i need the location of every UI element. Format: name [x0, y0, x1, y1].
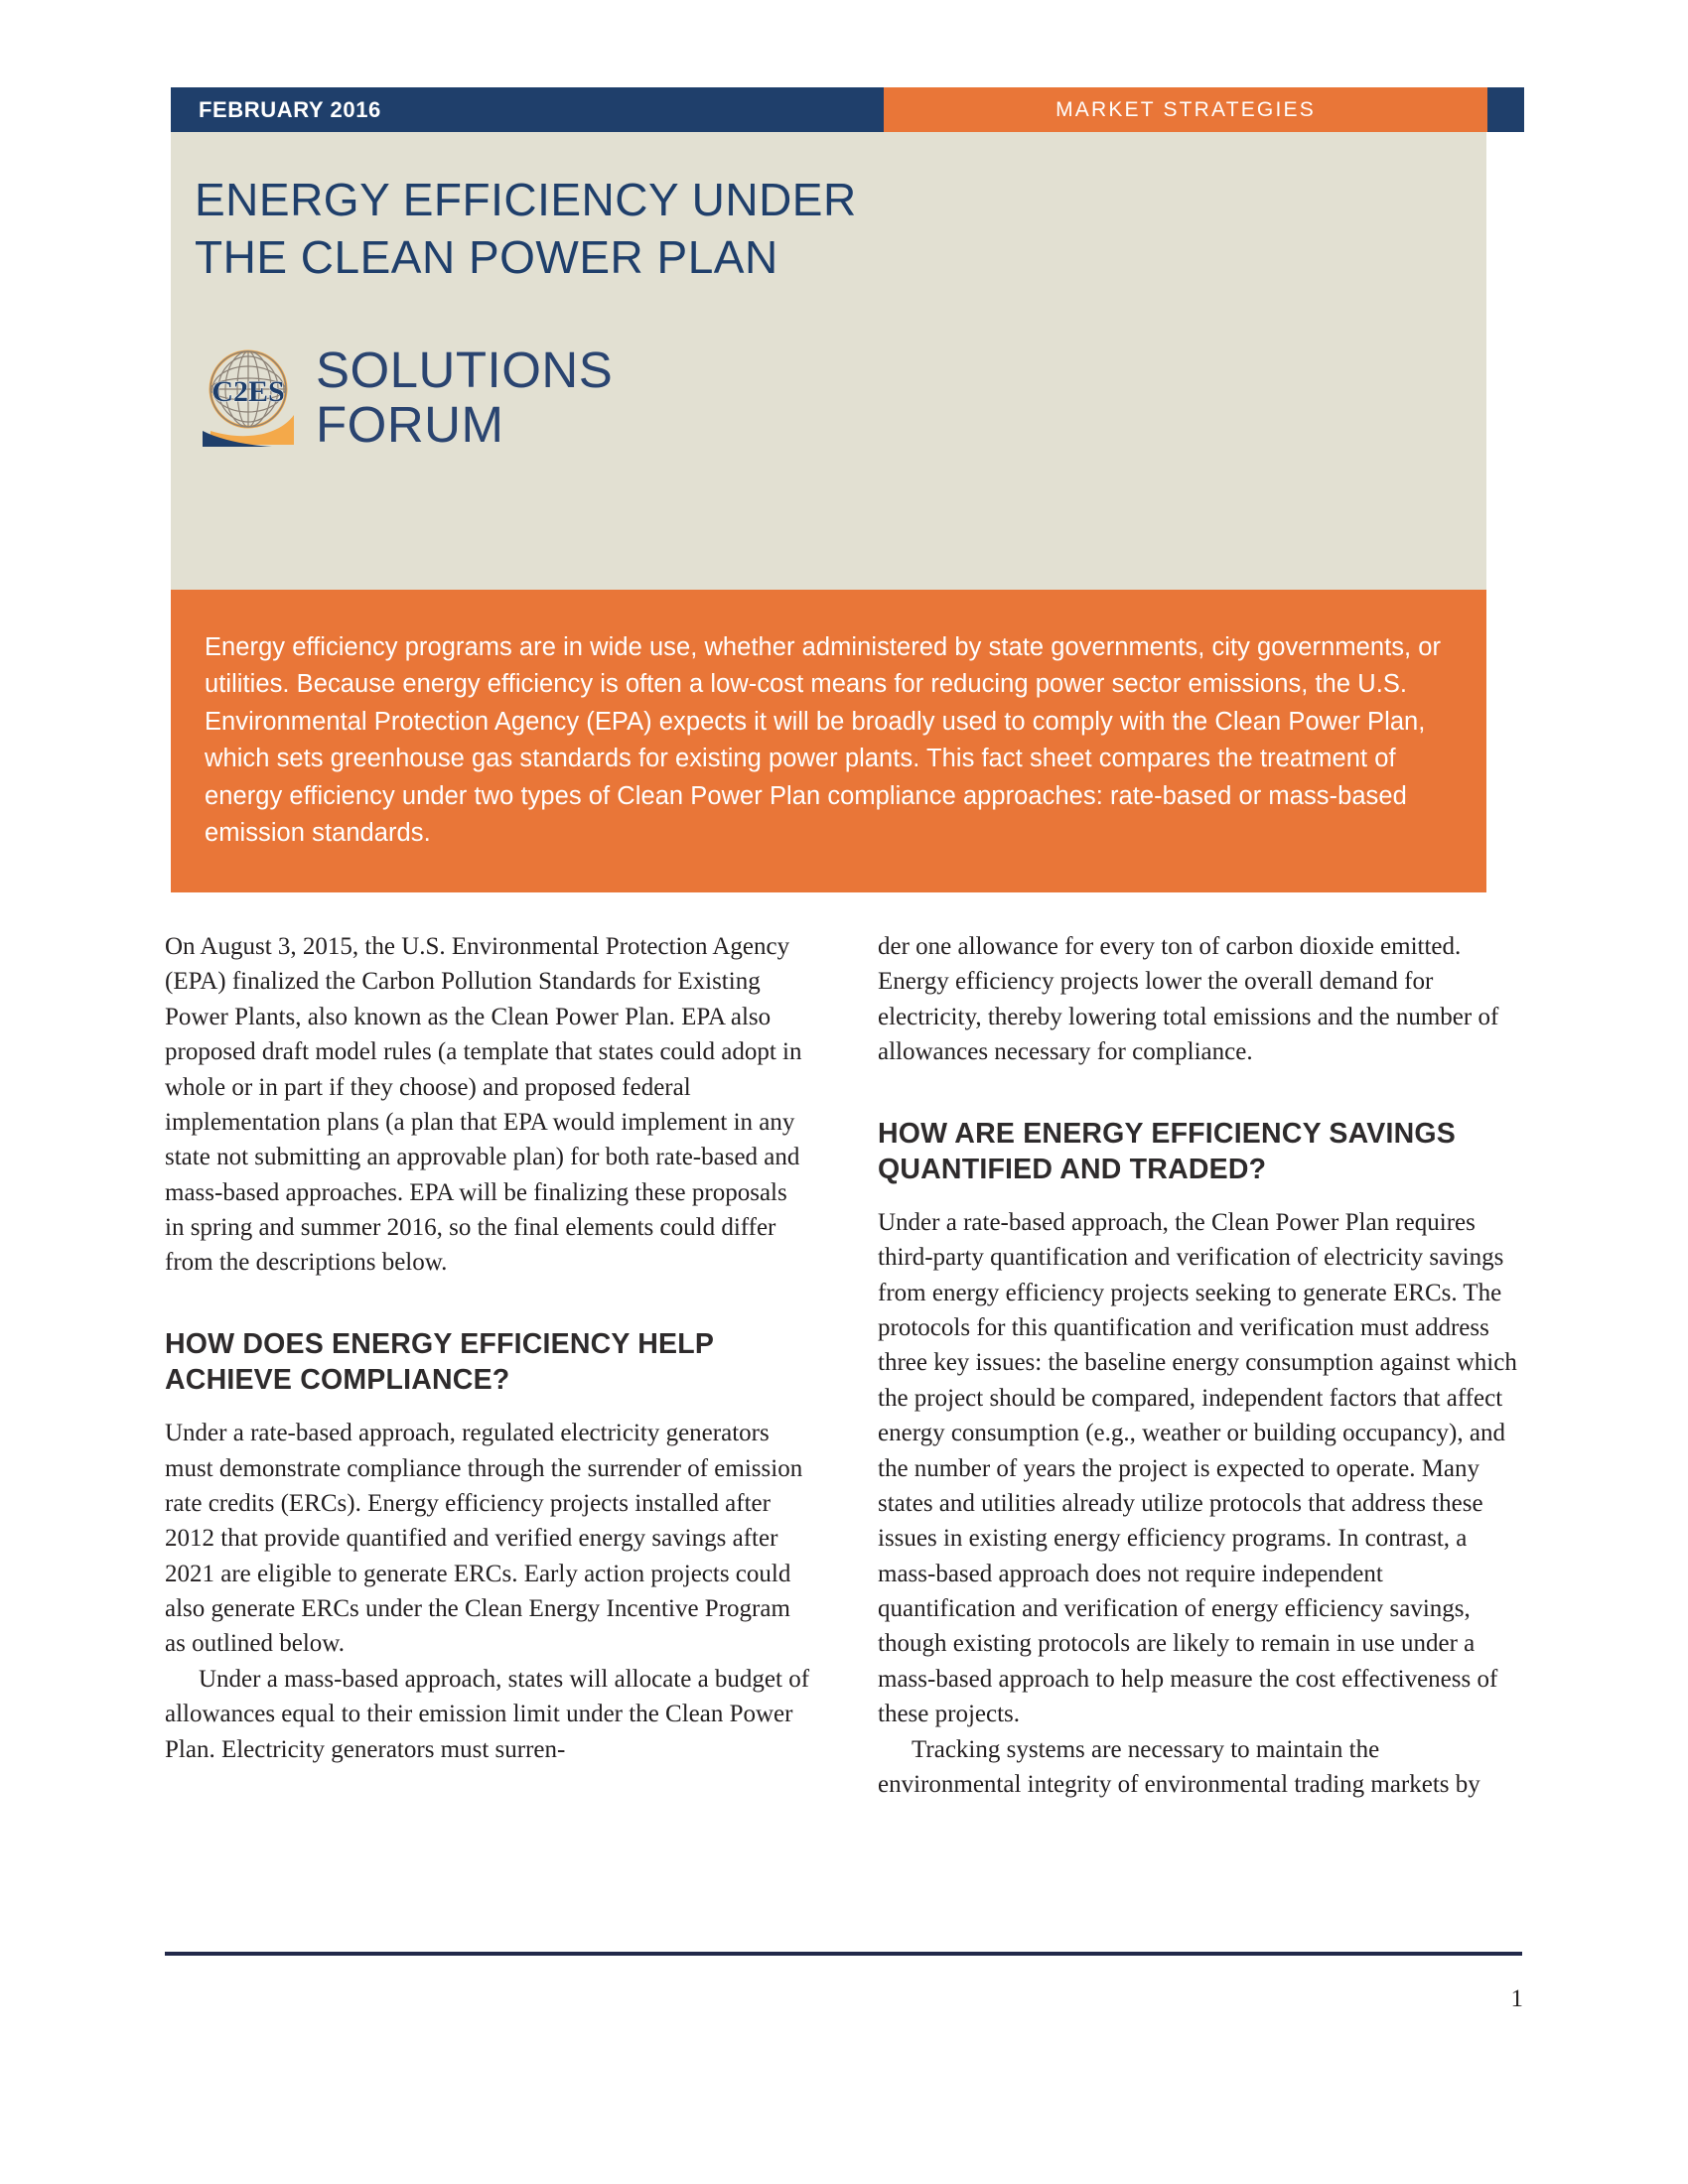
- header-date-label: FEBRUARY 2016: [199, 96, 381, 122]
- section-heading-quantified-traded: HOW ARE ENERGY EFFICIENCY SAVINGS QUANTIFIED AND TRADED?: [878, 1117, 1456, 1185]
- footer-divider: [165, 1952, 1522, 1956]
- header-category-label: MARKET STRATEGIES: [1055, 97, 1316, 121]
- right-paragraph-1: Under a rate-based approach, the Clean Power Plan requires third-party quantification and verification of electricity savings from energy efficiency projects seeking to generate ERCs. The protocols for this quantification and verification must address three key issues: the baseline energy consumption against which the project should be compared, independent factors that affect energy consumption (e.g., weather or building occupancy), and the number of years the project is expected to operate. Many states and utilities already utilize protocols that address these issues in existing energy efficiency programs. In contrast, a mass-based approach does not require independent quantification and verification of energy efficiency savings, though existing protocols are likely to remain in use under a mass-based approach to help measure the cost effectiveness of these projects.: [878, 1208, 1517, 1728]
- right-continuation-paragraph: der one allowance for every ton of carbon dioxide emitted. Energy efficiency projects lower the overall demand for electricity, thereby lowering total emissions and the number of allowances necessary for compliance.: [878, 933, 1499, 1066]
- header-category-block: [884, 87, 1487, 132]
- c2es-wordmark: C2ES: [211, 375, 285, 409]
- title-panel: [171, 132, 1486, 590]
- logo-word-line-2: FORUM: [316, 396, 504, 454]
- left-column: [165, 929, 810, 1802]
- right-column: [878, 929, 1523, 1802]
- logo-word-line-1: SOLUTIONS: [316, 341, 614, 398]
- header-endcap: [1487, 87, 1524, 132]
- header-date-block: [171, 87, 884, 132]
- c2es-globe-icon: [195, 345, 306, 449]
- right-paragraph-2: Tracking systems are necessary to maintain the environmental integrity of environmental trading markets by: [878, 1735, 1480, 1798]
- page-title: [195, 172, 857, 286]
- document-header-bar: [171, 87, 1524, 132]
- abstract-callout: [171, 590, 1486, 892]
- page-title-line-2: THE CLEAN POWER PLAN: [195, 230, 778, 283]
- logo-wordmark: [316, 342, 613, 452]
- c2es-solutions-forum-logo: [195, 342, 613, 452]
- page-title-line-1: ENERGY EFFICIENCY UNDER: [195, 174, 857, 225]
- body-columns: [165, 929, 1523, 1802]
- section-heading-compliance: HOW DOES ENERGY EFFICIENCY HELP ACHIEVE COMPLIANCE?: [165, 1327, 714, 1396]
- page-number: 1: [1510, 1985, 1523, 2012]
- intro-paragraph: On August 3, 2015, the U.S. Environmental Protection Agency (EPA) finalized the Carbon Pollution Standards for Existing Power Plants, also known as the Clean Power Plan. EPA also proposed draft model rules (a template that states could adopt in whole or in part if they choose) and proposed federal implementation plans (a plan that EPA would implement in any state not submitting an approvable plan) for both rate-based and mass-based approaches. EPA will be finalizing these proposals in spring and summer 2016, so the final elements could differ from the descriptions below.: [165, 933, 802, 1277]
- abstract-text: Energy efficiency programs are in wide use, whether administered by state governments, city governments, or utilities. Because energy efficiency is often a low-cost means for reducing power sector emissions, the U.S. Environmental Protection Agency (EPA) expects it will be broadly used to comply with the Clean Power Plan, which sets greenhouse gas standards for existing power plants. This fact sheet compares the treatment of energy efficiency under two types of Clean Power Plan compliance approaches: rate-based or mass-based emission standards.: [205, 633, 1442, 848]
- left-paragraph-2: Under a mass-based approach, states will allocate a budget of allowances equal to their emission limit under the Clean Power Plan. Electricity generators must surren-: [165, 1665, 810, 1763]
- left-paragraph-1: Under a rate-based approach, regulated electricity generators must demonstrate compliance through the surrender of emission rate credits (ERCs). Energy efficiency projects installed after 2012 that provide quantified and verified energy savings after 2021 are eligible to generate ERCs. Early action projects could also generate ERCs under the Clean Energy Incentive Program as outlined below.: [165, 1420, 803, 1658]
